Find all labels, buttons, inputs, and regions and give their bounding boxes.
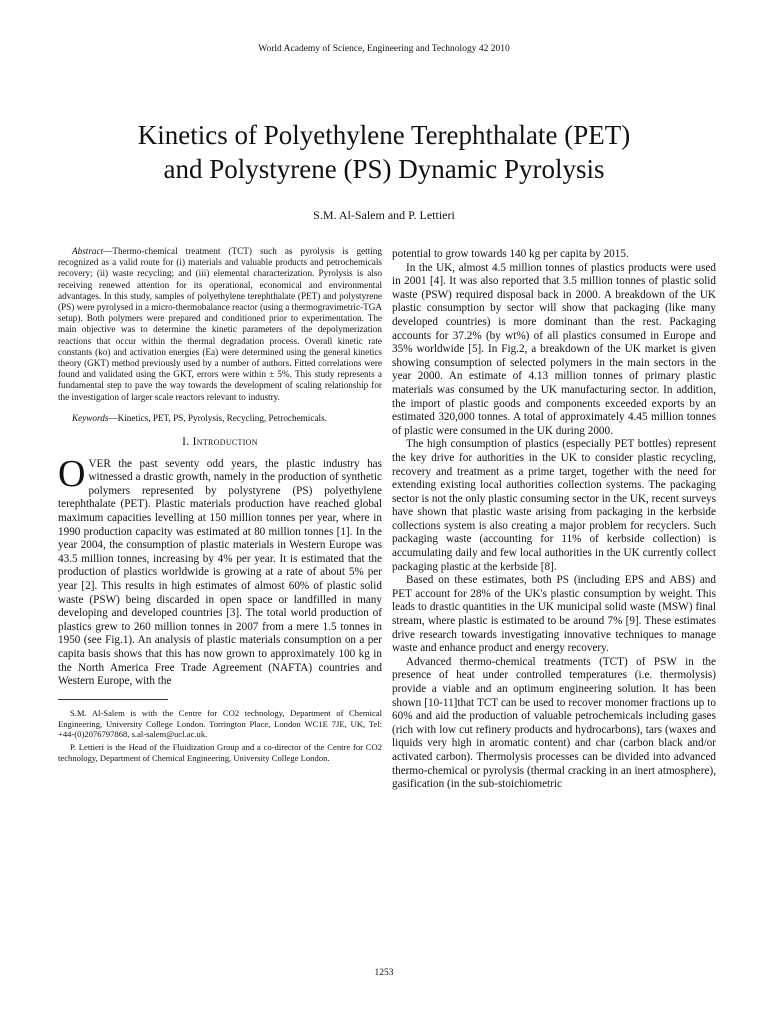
intro-text: the past seventy odd years, the plastic industry has witnessed a drastic growth, namely in the production of synthetic polymers represented by polystyrene (PS) polyethylene terephthalate (PET). Plastic materials production have reached global maximum capacities levelling at 150 million tonnes per year, where in 1990 production capacity was estimated at 80 million tonnes [1]. In the year 2004, the consumption of plastic materials in Western Europe was 43.5 million tonnes, increasing by 4% per year. It is estimated that the production of plastics worldwide is growing at a rate of about 5% per year [2]. This results in high estimates of almost 60% of plastic solid waste (PSW) being discarded in open space or landfilled in many developing and developed countries [3]. The total world production of plastics grew to 260 million tonnes in 2007 from a mere 1.5 tonnes in 1950 (see Fig.1). An analysis of plastic materials consumption on a per capita basis shows that this has now grown to approximately 100 kg in the North America Free Trade Agreement (NAFTA) countries and Western Europe, with the — [58, 457, 382, 688]
title-line-2: and Polystyrene (PS) Dynamic Pyrolysis — [163, 154, 605, 184]
abstract — [58, 246, 382, 403]
paragraph-estimates: Based on these estimates, both PS (including EPS and ABS) and PET account for 28% of the UK's plastic consumption by weight. This leads to drastic quantities in the UK municipal solid waste (MSW) final stream, where plastic is estimated to be around 7% [9]. These estimates drive research towards investigating innovative techniques to manage waste and enhance product and energy recovery. — [392, 574, 716, 655]
footnotes — [58, 708, 382, 764]
intro-paragraph — [58, 452, 382, 689]
footnote-author-1: S.M. Al-Salem is with the Centre for CO2 technology, Department of Chemical Engineering, University College London. Torrington Place, London WC1E 7JE, UK, Tel: +44-(0)2076797868, s.al-salem@ucl.ac.uk. — [58, 707, 382, 740]
section-heading-introduction: I. Introduction — [182, 436, 258, 449]
paragraph-continuation: potential to grow towards 140 kg per capita by 2015. — [392, 248, 629, 260]
paragraph-uk-plastics: In the UK, almost 4.5 million tonnes of plastics products were used in 2001 [4]. It was also reported that 3.5 million tonnes of plastic solid waste (PSW) required disposal back in 2000. A breakdown of the UK plastic consumption by sector will show that packaging (like many developed countries) is more dominant than the rest. Packaging accounts for 37.2% (by wt%) of all plastics consumed in Europe and 35% worldwide [5]. In Fig.2, a breakdown of the UK market is given showing consumption of selected polymers in the main sectors in the year 2000. An estimate of 4.13 million tonnes of primary plastic materials was consumed by the UK manufacturing sector. In addition, the import of plastic goods and components exceeded exports by an estimated 320,000 tonnes. A total of approximately 4.45 million tonnes of plastic were consumed in the UK during 2000. — [392, 261, 716, 437]
footnote-divider — [58, 699, 168, 700]
left-column — [58, 246, 382, 766]
right-column — [392, 248, 716, 792]
footnote-author-2: P. Lettieri is the Head of the Fluidization Group and a co-director of the Centre for CO2 technology, Department of Chemical Engineering, University College London. — [58, 742, 382, 763]
keywords — [58, 413, 382, 424]
keywords-label: Keywords — [72, 412, 109, 423]
title-line-1: Kinetics of Polyethylene Terephthalate (PET) — [137, 120, 631, 150]
authors: S.M. Al-Salem and P. Lettieri — [313, 208, 455, 222]
abstract-label: Abstract — [72, 246, 104, 256]
paper-title — [60, 118, 708, 186]
page-number: 1253 — [374, 968, 394, 978]
paragraph-tct: Advanced thermo-chemical treatments (TCT) of PSW in the presence of heat under controlled temperatures (i.e. thermolysis) provide a viable and an optimum engineering solution. It has been shown [10-11]that TCT can be used to recover monomer fractions up to 60% and aid the production of valuable petrochemicals including gases (rich with low cut refinery products and hydrocarbons), tars (waxes and liquids very high in aromatic content) and char (carbon black and/or activated carbon). Thermolysis processes can be divided into advanced thermo-chemical or pyrolysis (thermal cracking in an inert atmosphere), gasification (in the sub-stoichiometric — [392, 655, 716, 791]
drop-cap: O — [58, 452, 86, 495]
abstract-text: —Thermo-chemical treatment (TCT) such as pyrolysis is getting recognized as a valid route for (i) materials and valuable products and petrochemicals recovery; (ii) waste recycling; and (iii) elemental characterization. Pyrolysis is also receiving renewed attention for its operational, economical and environmental advantages. In this study, samples of polyethylene terephthalate (PET) and polystyrene (PS) were pyrolysed in a micro-thermobalance reactor (using a thermogravimetric-TGA setup). Both polymers were prepared and conditioned prior to experimentation. The main objective was to determine the kinetic parameters of the depolymerization reactions that occur within the thermal degradation process. Overall kinetic rate constants (ko) and activation energies (Ea) were determined using the general kinetics theory (GKT) method previously used by a number of authors. Fitted correlations were found and validated using the GKT, errors were within ± 5%. This study represents a fundamental step to pave the way towards the development of scaling relationship for the investigation of larger scale reactors relevant to industry. — [58, 246, 382, 402]
journal-header: World Academy of Science, Engineering and Technology 42 2010 — [258, 44, 510, 54]
intro-smallcaps: VER — [88, 457, 111, 470]
paragraph-consumption: The high consumption of plastics (especially PET bottles) represent the key drive for authorities in the UK to consider plastic recycling, recovery and treatment as a prime target, together with the need for extending existing local authorities collection systems. The packaging sector is not the only plastic consuming sector in the UK, recent surveys have shown that plastic waste arising from packaging in the kerbside collections system is also creating a major problem for recyclers. Such packaging waste (accounting for 11% of kerbside collection) is accumulating daily and few local authorities in the UK currently collect packaging plastic at the kerbside [8]. — [392, 438, 716, 573]
keywords-text: —Kinetics, PET, PS, Pyrolysis, Recycling, Petrochemicals. — [108, 412, 327, 423]
